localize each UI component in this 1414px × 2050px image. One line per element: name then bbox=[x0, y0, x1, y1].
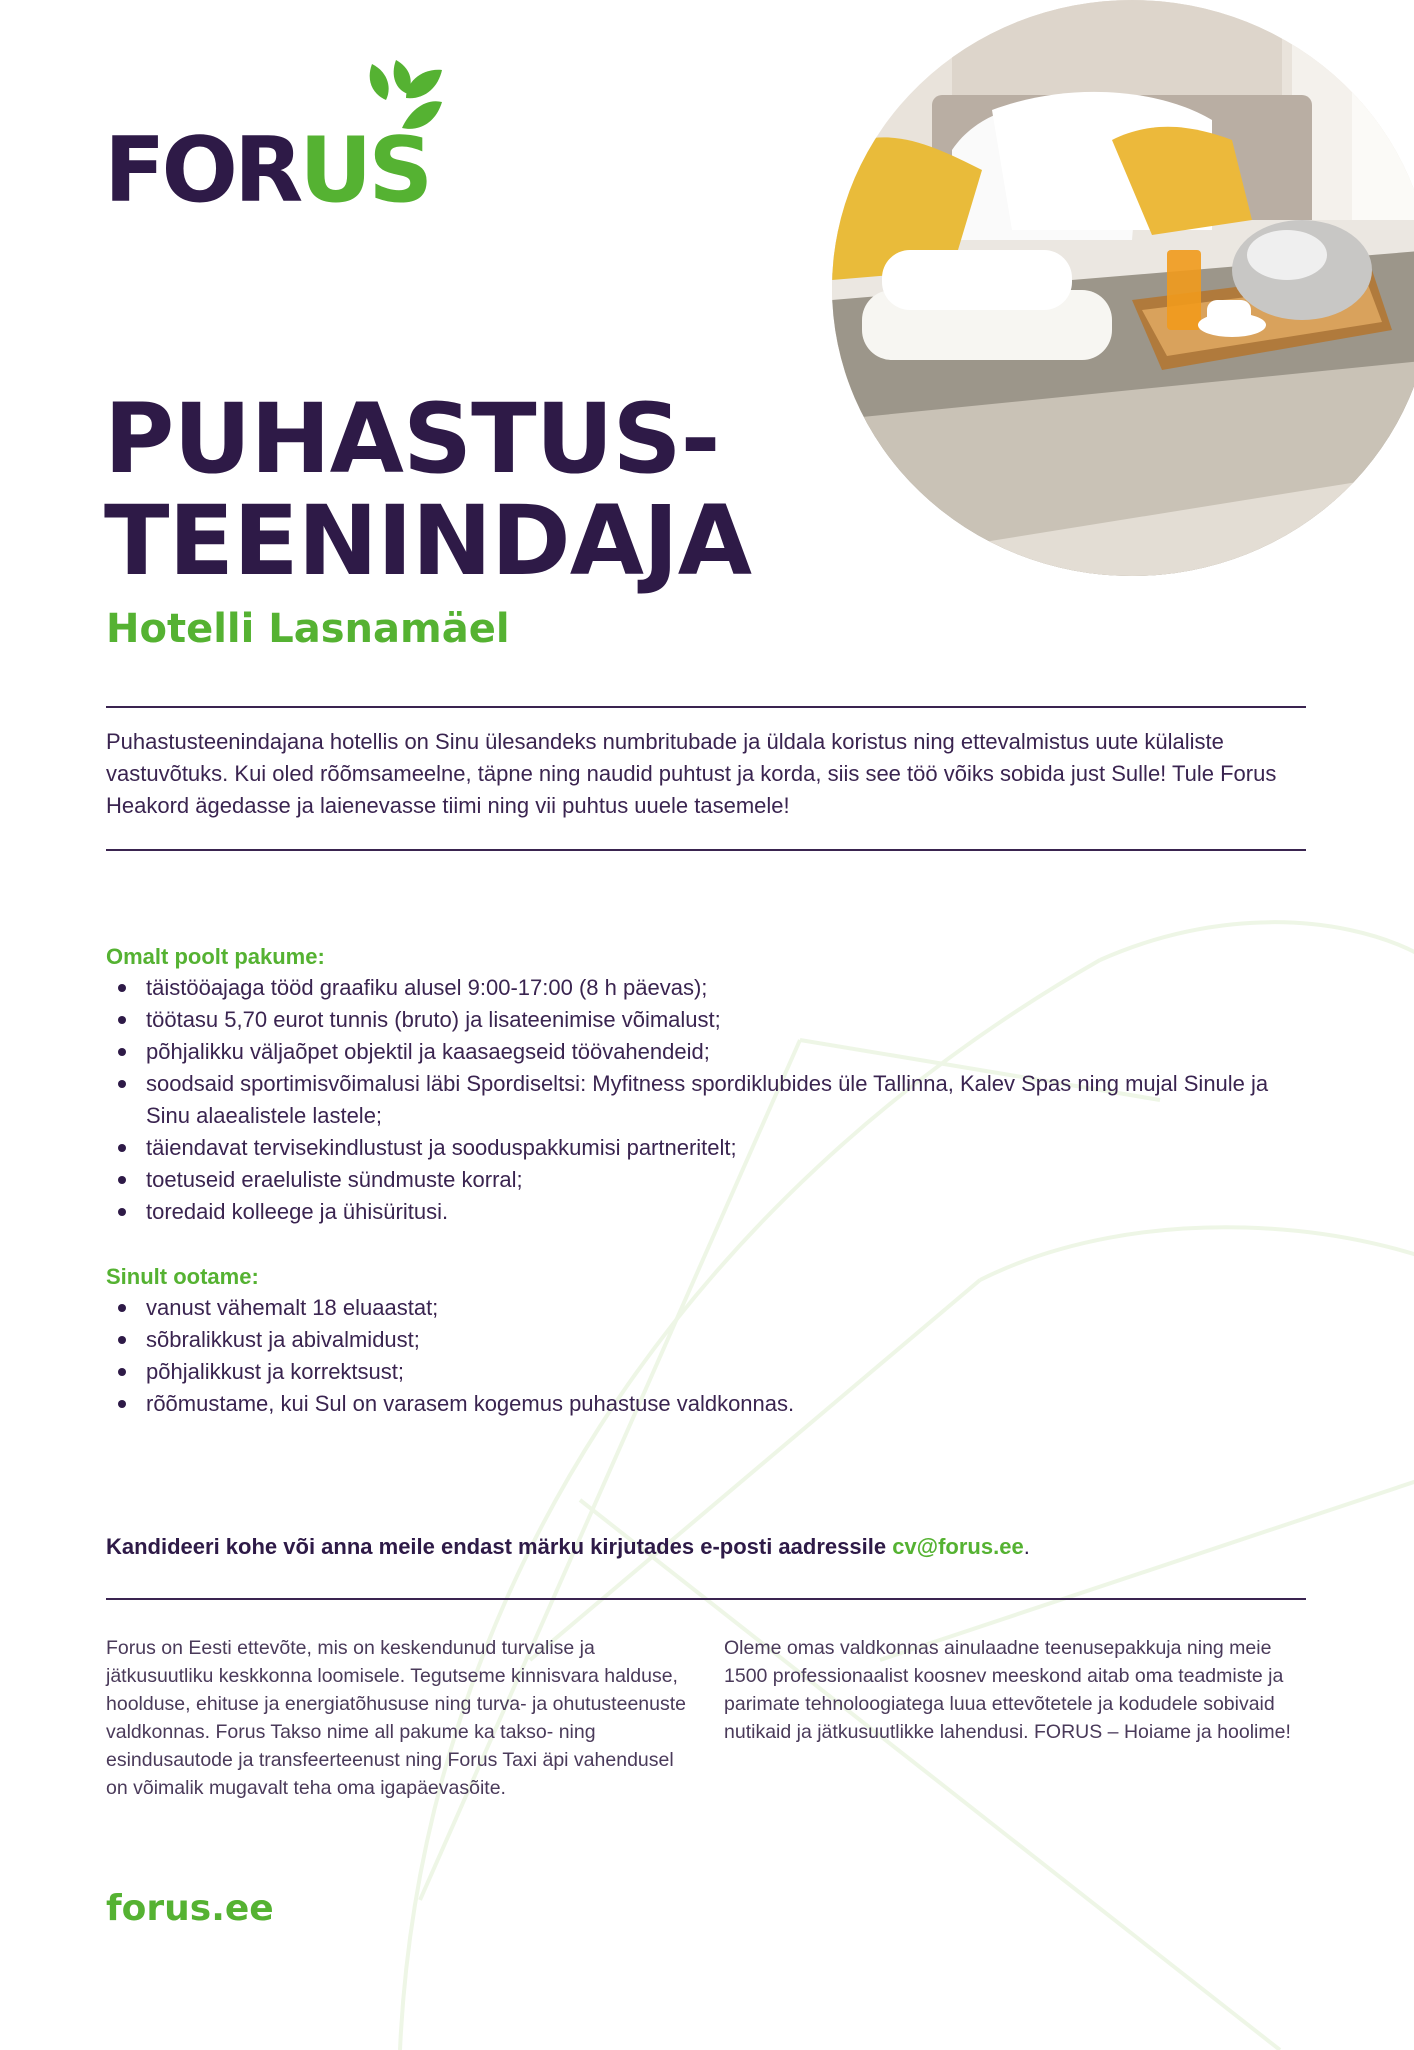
forus-logo bbox=[104, 58, 444, 223]
job-location: Hotelli Lasnamäel bbox=[106, 606, 510, 652]
list-item: soodsaid sportimisvõimalusi läbi Spordiseltsi: Myfitness spordiklubides üle Tallinna, Kalev Spas ning mujal Sinule ja Sinu alaealistele lastele; bbox=[106, 1068, 1306, 1132]
offer-list bbox=[106, 972, 1306, 1228]
about-left-column: Forus on Eesti ettevõte, mis on keskendunud turvalise ja jätkusuutliku keskkonna loomisele. Tegutseme kinnisvara halduse, hoolduse, ehituse ja energiatõhususe ning turva- ja ohutusteenuste valdkonnas. Forus Takso nime all pakume ka takso- ning esindusautode ja transfeerteenust ning Forus Taxi äpi vahendusel on võimalik mugavalt teha oma igapäevasõite. bbox=[106, 1637, 686, 1799]
list-item: toetuseid eraeluliste sündmuste korral; bbox=[106, 1164, 1306, 1196]
offer-heading: Omalt poolt pakume: bbox=[106, 944, 325, 969]
job-title-line2: TEENINDAJA bbox=[104, 485, 752, 597]
list-item: täiendavat tervisekindlustust ja sooduspakkumisi partneritelt; bbox=[106, 1132, 1306, 1164]
job-title bbox=[104, 383, 752, 597]
list-item: töötasu 5,70 eurot tunnis (bruto) ja lisateenimise võimalust; bbox=[106, 1004, 1306, 1036]
list-item: vanust vähemalt 18 eluaastat; bbox=[106, 1292, 1306, 1324]
hotel-room-photo bbox=[832, 0, 1414, 576]
website-link[interactable]: forus.ee bbox=[106, 1888, 274, 1929]
intro-text: Puhastusteenindajana hotellis on Sinu ülesandeks numbritubade ja üldala koristus ning ettevalmistus uute külaliste vastuvõtuks. Kui oled rõõmsameelne, täpne ning naudid puhtust ja korda, siis see töö võiks sobida just Sulle! Tule Forus Heakord ägedasse ja laienevasse tiimi ning vii puhtus uuele tasemele! bbox=[106, 729, 1277, 818]
job-title-line1: PUHASTUS- bbox=[104, 383, 720, 495]
logo-wordmark bbox=[104, 118, 430, 223]
divider-cta bbox=[106, 1598, 1306, 1600]
list-item: täistööajaga tööd graafiku alusel 9:00-17:00 (8 h päevas); bbox=[106, 972, 1306, 1004]
list-item: rõõmustame, kui Sul on varasem kogemus puhastuse valdkonnas. bbox=[106, 1388, 1306, 1420]
cta-end: . bbox=[1023, 1534, 1030, 1559]
cta-text: Kandideeri kohe või anna meile endast märku kirjutades e-posti aadressile bbox=[106, 1534, 893, 1559]
logo-text-for: FOR bbox=[104, 118, 300, 223]
email-link[interactable]: cv@forus.ee bbox=[892, 1534, 1024, 1559]
list-item: toredaid kolleege ja ühisüritusi. bbox=[106, 1196, 1306, 1228]
divider-intro bbox=[106, 849, 1306, 851]
expect-heading: Sinult ootame: bbox=[106, 1264, 259, 1289]
divider-top bbox=[106, 706, 1306, 708]
list-item: põhjalikku väljaõpet objektil ja kaasaegseid töövahendeid; bbox=[106, 1036, 1306, 1068]
list-item: põhjalikkust ja korrektsust; bbox=[106, 1356, 1306, 1388]
logo-text-us: US bbox=[299, 118, 430, 223]
apply-call-to-action bbox=[106, 1534, 1030, 1560]
list-item: sõbralikkust ja abivalmidust; bbox=[106, 1324, 1306, 1356]
about-right-column: Oleme omas valdkonnas ainulaadne teenusepakkuja ning meie 1500 professionaalist koosnev meeskond aitab oma teadmiste ja parimate tehnoloogiatega luua ettevõtetele ja kodudele sobivaid nutikaid ja jätkusuutlikke lahendusi. FORUS – Hoiame ja hoolime! bbox=[724, 1637, 1291, 1743]
expect-list bbox=[106, 1292, 1306, 1420]
